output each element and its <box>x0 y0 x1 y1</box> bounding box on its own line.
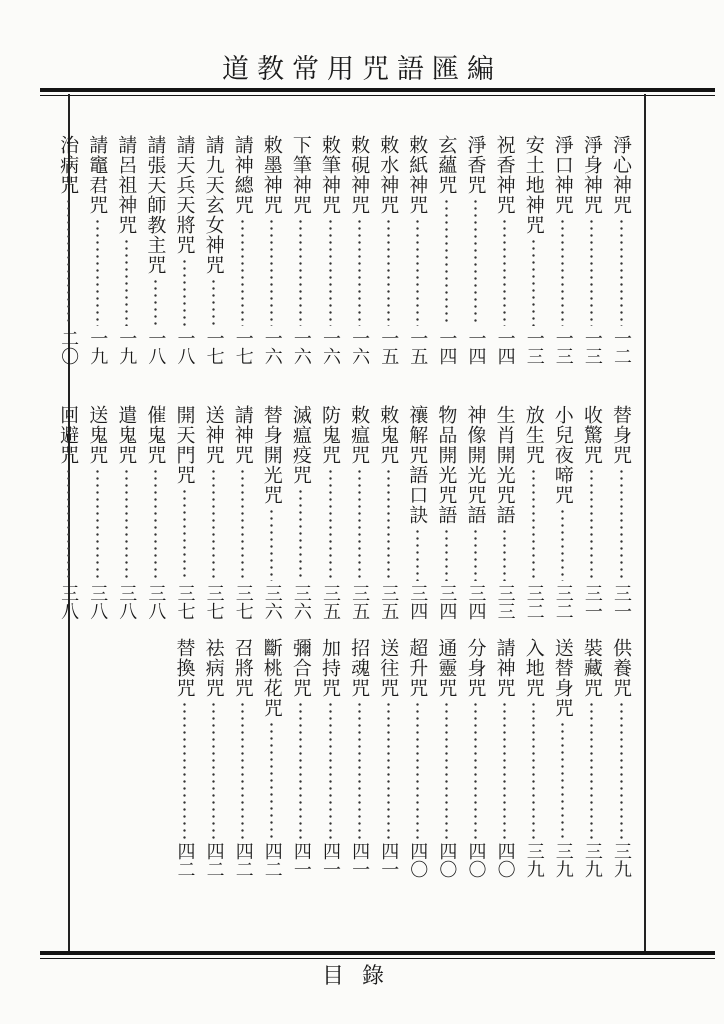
toc-entry-page: 三九 <box>581 842 603 878</box>
footer-rule-thick <box>40 951 715 955</box>
toc-entry[interactable] <box>55 405 81 620</box>
toc-dot-leader <box>329 701 332 839</box>
toc-entry[interactable] <box>230 135 256 365</box>
toc-entry-title: 送神咒 <box>202 405 225 465</box>
toc-entry[interactable] <box>142 405 168 620</box>
toc-entry[interactable] <box>375 135 401 365</box>
toc-dot-leader <box>96 218 99 326</box>
header-rule-thin <box>40 95 715 96</box>
toc-entry-page: 一九 <box>116 329 138 365</box>
toc-entry[interactable] <box>433 405 459 620</box>
toc-dot-leader <box>474 528 477 581</box>
toc-entry[interactable] <box>84 405 110 620</box>
toc-dot-leader <box>270 508 273 581</box>
toc-entry-title: 請神咒 <box>493 638 516 698</box>
toc-entry-title: 滅瘟疫咒 <box>289 405 312 485</box>
toc-entry-page: 三六 <box>290 584 312 620</box>
toc-entry-page: 三八 <box>145 584 167 620</box>
toc-dot-leader <box>241 701 244 839</box>
page-title: 道教常用咒語匯編 <box>222 54 502 85</box>
toc-entry-page: 一八 <box>145 329 167 365</box>
toc-entry-page: 一六 <box>349 329 371 365</box>
toc-entry-title: 放生咒 <box>522 405 545 465</box>
toc-dot-leader <box>358 701 361 839</box>
toc-entry-title: 超升咒 <box>406 638 429 698</box>
toc-entry[interactable] <box>84 135 110 365</box>
toc-entry-page: 三七 <box>203 584 225 620</box>
toc-entry[interactable] <box>317 638 343 878</box>
toc-entry-page: 四〇 <box>494 842 516 878</box>
toc-entry[interactable] <box>608 638 634 878</box>
toc-dot-leader <box>445 198 448 326</box>
toc-dot-leader <box>561 218 564 326</box>
toc-entry-title: 敕墨神咒 <box>260 135 283 215</box>
toc-dot-leader <box>387 468 390 581</box>
toc-dot-leader <box>212 701 215 839</box>
toc-entry-title: 淨心神咒 <box>610 135 632 215</box>
toc-entry-page: 一二 <box>611 329 632 365</box>
toc-entry-page: 四二 <box>203 842 225 878</box>
toc-entry-page: 三九 <box>552 842 574 878</box>
toc-entry[interactable] <box>608 405 634 620</box>
toc-entry-title: 供養咒 <box>610 638 632 698</box>
toc-entry-page: 三五 <box>378 584 400 620</box>
toc-dot-leader <box>154 468 157 581</box>
toc-entry-page: 三七 <box>232 584 254 620</box>
toc-entry-title: 請竈君咒 <box>86 135 109 215</box>
toc-dot-leader <box>67 198 70 326</box>
toc-entry-title: 祝香神咒 <box>493 135 516 215</box>
toc-entry[interactable] <box>142 135 168 365</box>
right-border-line <box>644 94 646 952</box>
toc-dot-leader <box>329 218 332 326</box>
toc-entry-page: 一六 <box>261 329 283 365</box>
toc-entry-title: 加持咒 <box>319 638 341 698</box>
toc-entry-title: 裝藏咒 <box>580 638 603 698</box>
toc-entry-page: 三一 <box>611 584 632 620</box>
toc-entry-page: 一四 <box>465 329 487 365</box>
toc-entry-page: 三八 <box>58 584 80 620</box>
toc-entry-page: 一七 <box>232 329 254 365</box>
toc-entry-page: 四一 <box>290 842 312 878</box>
toc-dot-leader <box>590 218 593 326</box>
toc-dot-leader <box>445 701 448 839</box>
toc-entry-page: 一九 <box>87 329 109 365</box>
toc-entry-title: 淨口神咒 <box>551 135 574 215</box>
toc-entry[interactable] <box>317 135 343 365</box>
toc-entry[interactable] <box>201 405 227 620</box>
toc-entry[interactable] <box>230 405 256 620</box>
toc-entry-title: 祛病咒 <box>202 638 225 698</box>
toc-entry-title: 召將咒 <box>231 638 254 698</box>
toc-dot-leader <box>154 278 157 326</box>
toc-entry-page: 四二 <box>261 842 283 878</box>
toc-entry[interactable] <box>550 135 576 365</box>
toc-entry-page: 三八 <box>87 584 109 620</box>
toc-entry-title: 分身咒 <box>464 638 487 698</box>
toc-entry[interactable] <box>346 638 372 878</box>
toc-dot-leader <box>532 468 535 581</box>
toc-entry-page: 一四 <box>494 329 516 365</box>
toc-entry[interactable] <box>463 638 489 878</box>
toc-entry-title: 治病咒 <box>57 135 80 195</box>
toc-entry-title: 敕鬼咒 <box>377 405 400 465</box>
toc-entry-title: 敕水神咒 <box>377 135 400 215</box>
toc-entry-title: 入地咒 <box>522 638 545 698</box>
toc-entry-page: 四二 <box>174 842 196 878</box>
footer-label: 目錄 <box>321 964 402 989</box>
toc-entry-page: 一五 <box>407 329 429 365</box>
toc-entry-title: 淨香咒 <box>464 135 487 195</box>
toc-entry[interactable] <box>201 135 227 365</box>
toc-entry-title: 下筆神咒 <box>289 135 312 215</box>
toc-entry-page: 四〇 <box>407 842 429 878</box>
toc-entry[interactable] <box>113 405 139 620</box>
toc-entry-page: 三五 <box>349 584 371 620</box>
toc-entry[interactable] <box>113 135 139 365</box>
toc-entry-page: 三四 <box>436 584 458 620</box>
toc-entry-title: 禳解咒語口訣 <box>406 405 429 525</box>
toc-entry-title: 送鬼咒 <box>86 405 109 465</box>
toc-dot-leader <box>96 468 99 581</box>
toc-dot-leader <box>183 258 186 326</box>
toc-entry[interactable] <box>288 135 314 365</box>
toc-entry[interactable] <box>346 405 372 620</box>
toc-entry-page: 三六 <box>261 584 283 620</box>
toc-entry[interactable] <box>259 135 285 365</box>
toc-dot-leader <box>387 218 390 326</box>
toc-entry[interactable] <box>288 405 314 620</box>
toc-entry-title: 替身開光咒 <box>260 405 283 505</box>
toc-entry-page: 三九 <box>523 842 545 878</box>
toc-entry-page: 三五 <box>320 584 341 620</box>
toc-entry-title: 遣鬼咒 <box>115 405 138 465</box>
toc-entry-title: 送往咒 <box>377 638 400 698</box>
toc-entry[interactable] <box>550 638 576 878</box>
toc-entry-title: 神像開光咒語 <box>464 405 487 525</box>
toc-entry-title: 替換咒 <box>173 638 196 698</box>
toc-entry[interactable] <box>404 135 430 365</box>
toc-dot-leader <box>241 468 244 581</box>
toc-entry-page: 三三 <box>494 584 516 620</box>
toc-entry-title: 送替身咒 <box>551 638 574 718</box>
toc-entry[interactable] <box>201 638 227 878</box>
toc-entry[interactable] <box>608 135 634 365</box>
toc-entry[interactable] <box>463 135 489 365</box>
toc-entry-title: 請神咒 <box>231 405 254 465</box>
toc-entry-page: 一三 <box>552 329 574 365</box>
toc-dot-leader <box>416 218 419 326</box>
toc-entry-page: 三一 <box>581 584 603 620</box>
toc-entry-page: 一三 <box>523 329 545 365</box>
toc-entry-page: 三四 <box>465 584 487 620</box>
toc-entry-page: 三二 <box>523 584 545 620</box>
toc-entry-page: 四二 <box>232 842 254 878</box>
toc-entry-title: 請神總咒 <box>231 135 254 215</box>
toc-entry-title: 請天兵天將咒 <box>173 135 196 255</box>
toc-entry[interactable] <box>433 638 459 878</box>
toc-dot-leader <box>474 198 477 326</box>
toc-entry-title: 生肖開光咒語 <box>493 405 516 525</box>
toc-entry[interactable] <box>259 405 285 620</box>
toc-dot-leader <box>125 468 128 581</box>
toc-entry-title: 開天門咒 <box>173 405 196 485</box>
toc-entry[interactable] <box>433 135 459 365</box>
toc-entry-title: 替身咒 <box>610 405 632 465</box>
toc-dot-leader <box>561 508 564 581</box>
toc-dot-leader <box>503 701 506 839</box>
toc-dot-leader <box>620 218 623 326</box>
toc-entry-page: 一五 <box>378 329 400 365</box>
header-rule-thick <box>40 88 715 92</box>
toc-dot-leader <box>474 701 477 839</box>
toc-entry[interactable] <box>230 638 256 878</box>
toc-dot-leader <box>561 721 564 839</box>
toc-dot-leader <box>270 721 273 839</box>
toc-entry-title: 彌合咒 <box>289 638 312 698</box>
toc-entry[interactable] <box>579 135 605 365</box>
toc-entry-page: 一七 <box>203 329 225 365</box>
toc-entry[interactable] <box>288 638 314 878</box>
toc-dot-leader <box>212 278 215 326</box>
toc-entry-title: 請九天玄女神咒 <box>202 135 225 275</box>
toc-entry-page: 四一 <box>378 842 400 878</box>
toc-entry-page: 一八 <box>174 329 196 365</box>
toc-entry[interactable] <box>521 135 547 365</box>
toc-dot-leader <box>212 468 215 581</box>
toc-entry[interactable] <box>404 405 430 620</box>
toc-entry-title: 請呂祖神咒 <box>115 135 138 235</box>
toc-entry[interactable] <box>492 135 518 365</box>
toc-entry-page: 三八 <box>116 584 138 620</box>
toc-entry[interactable] <box>463 405 489 620</box>
toc-entry-title: 招魂咒 <box>348 638 371 698</box>
toc-entry-title: 斷桃花咒 <box>260 638 283 718</box>
toc-entry[interactable] <box>375 638 401 878</box>
toc-entry[interactable] <box>492 638 518 878</box>
toc-entry[interactable] <box>172 405 198 620</box>
toc-entry-title: 敕瘟咒 <box>348 405 371 465</box>
toc-entry-title: 物品開光咒語 <box>435 405 458 525</box>
toc-dot-leader <box>503 528 506 581</box>
toc-dot-leader <box>620 468 623 581</box>
toc-entry-page: 一六 <box>320 329 341 365</box>
toc-dot-leader <box>299 218 302 326</box>
toc-entry-page: 三四 <box>407 584 429 620</box>
toc-entry[interactable] <box>404 638 430 878</box>
footer-rule-thin <box>40 958 715 959</box>
toc-dot-leader <box>125 238 128 326</box>
toc-dot-leader <box>299 488 302 581</box>
toc-entry[interactable] <box>579 638 605 878</box>
toc-entry[interactable] <box>375 405 401 620</box>
toc-entry-title: 通靈咒 <box>435 638 458 698</box>
toc-entry-page: 四一 <box>320 842 341 878</box>
toc-dot-leader <box>532 701 535 839</box>
toc-entry[interactable] <box>172 638 198 878</box>
toc-entry[interactable] <box>579 405 605 620</box>
toc-entry-page: 四一 <box>349 842 371 878</box>
toc-dot-leader <box>358 218 361 326</box>
toc-entry-title: 敕筆神咒 <box>319 135 341 215</box>
toc-entry-title: 催鬼咒 <box>144 405 167 465</box>
toc-entry-title: 防鬼咒 <box>319 405 341 465</box>
toc-entry-title: 收驚咒 <box>580 405 603 465</box>
toc-dot-leader <box>416 701 419 839</box>
toc-entry-page: 三二 <box>552 584 574 620</box>
toc-entry-page: 一四 <box>436 329 458 365</box>
toc-entry-title: 敕紙神咒 <box>406 135 429 215</box>
toc-dot-leader <box>183 701 186 839</box>
toc-entry[interactable] <box>521 638 547 878</box>
toc-dot-leader <box>532 238 535 326</box>
toc-dot-leader <box>590 701 593 839</box>
toc-dot-leader <box>299 701 302 839</box>
toc-dot-leader <box>445 528 448 581</box>
toc-entry[interactable] <box>550 405 576 620</box>
toc-entry-title: 玄蘊咒 <box>435 135 458 195</box>
toc-entry-page: 一三 <box>581 329 603 365</box>
toc-entry-page: 三九 <box>611 842 632 878</box>
toc-dot-leader <box>590 468 593 581</box>
toc-dot-leader <box>329 468 332 581</box>
toc-entry[interactable] <box>346 135 372 365</box>
toc-dot-leader <box>270 218 273 326</box>
toc-entry-page: 一六 <box>290 329 312 365</box>
toc-entry-page: 四〇 <box>436 842 458 878</box>
toc-entry[interactable] <box>317 405 343 620</box>
toc-entry-page: 四〇 <box>465 842 487 878</box>
toc-dot-leader <box>620 701 623 839</box>
toc-entry[interactable] <box>521 405 547 620</box>
toc-dot-leader <box>358 468 361 581</box>
toc-entry[interactable] <box>55 135 81 365</box>
toc-dot-leader <box>183 488 186 581</box>
toc-entry[interactable] <box>172 135 198 365</box>
toc-entry-title: 小兒夜啼咒 <box>551 405 574 505</box>
toc-entry-page: 二〇 <box>58 329 80 365</box>
toc-dot-leader <box>387 701 390 839</box>
toc-entry-title: 安土地神咒 <box>522 135 545 235</box>
toc-dot-leader <box>67 468 70 581</box>
toc-entry[interactable] <box>259 638 285 878</box>
toc-dot-leader <box>241 218 244 326</box>
toc-entry-title: 回避咒 <box>57 405 80 465</box>
toc-entry-title: 請張天師教主咒 <box>144 135 167 275</box>
toc-entry-title: 敕硯神咒 <box>348 135 371 215</box>
toc-entry-page: 三七 <box>174 584 196 620</box>
toc-entry[interactable] <box>492 405 518 620</box>
toc-dot-leader <box>416 528 419 581</box>
toc-entry-title: 淨身神咒 <box>580 135 603 215</box>
toc-dot-leader <box>503 218 506 326</box>
